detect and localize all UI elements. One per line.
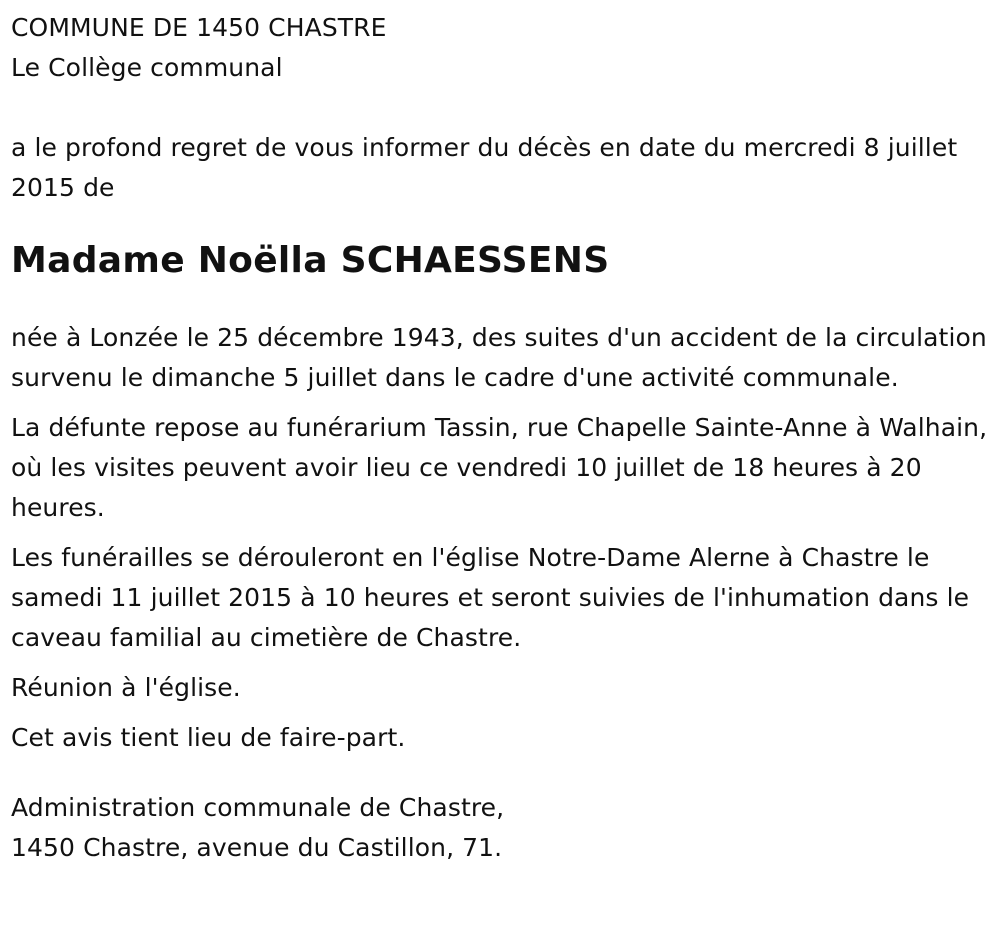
notice-body [11, 8, 991, 868]
college-heading: Le Collège communal [11, 53, 283, 82]
notice-details [11, 318, 991, 758]
notice-header [11, 8, 991, 88]
notice-footer [11, 788, 991, 868]
deceased-name: Madame Noëlla SCHAESSENS [11, 240, 610, 281]
administration-address: 1450 Chastre, avenue du Castillon, 71. [11, 833, 503, 862]
reunion-paragraph: Réunion à l'église. [11, 673, 241, 702]
faire-part-paragraph: Cet avis tient lieu de faire-part. [11, 723, 406, 752]
intro-text: a le profond regret de vous informer du décès en date du mercredi 8 juillet 2015 de [11, 133, 958, 202]
birth-and-circumstances-paragraph: née à Lonzée le 25 décembre 1943, des suites d'un accident de la circulation survenu le dimanche 5 juillet dans le cadre d'une activité communale. [11, 323, 987, 392]
funeral-paragraph: Les funérailles se dérouleront en l'église Notre-Dame Alerne à Chastre le samedi 11 juillet 2015 à 10 heures et seront suivies de l'inhumation dans le caveau familial au cimetière de Chastre. [11, 543, 970, 652]
commune-heading: COMMUNE DE 1450 CHASTRE [11, 13, 387, 42]
administration-name: Administration communale de Chastre, [11, 793, 505, 822]
funerarium-paragraph: La défunte repose au funérarium Tassin, rue Chapelle Sainte-Anne à Walhain, où les visites peuvent avoir lieu ce vendredi 10 juillet de 18 heures à 20 heures. [11, 413, 988, 522]
